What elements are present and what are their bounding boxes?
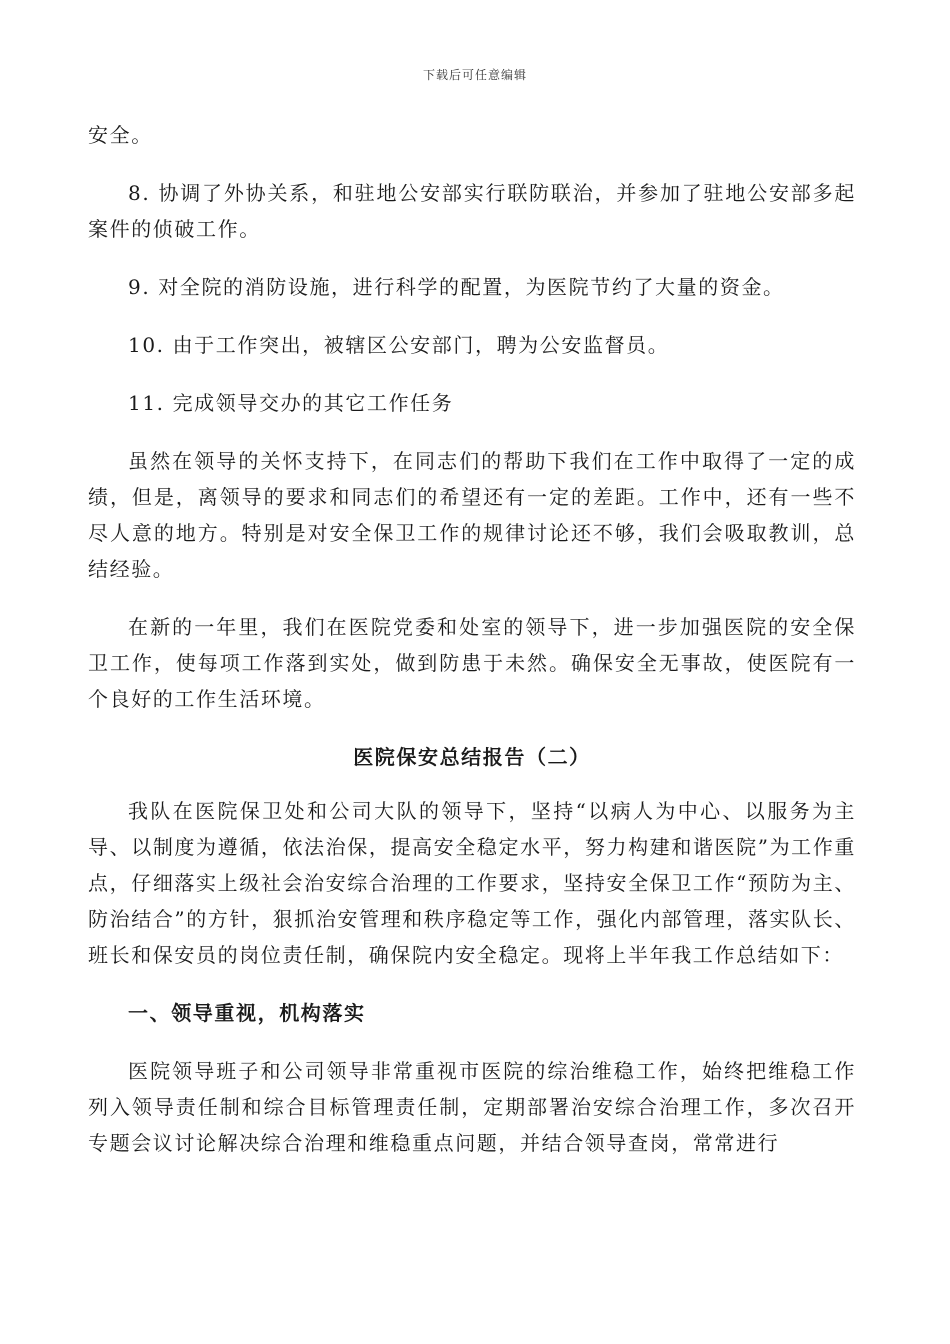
page-header: 下载后可任意编辑 [422,68,527,82]
paragraph-intro-end: 安全。 [88,123,153,147]
paragraph-new-year: 在新的一年里，我们在医院党委和处室的领导下，进一步加强医院的安全保卫工作，使每项工作落到实处，做到防患于未然。确保安全无事故，使医院有一个良好的工作生活环境。 [88,615,856,711]
list-item-8: 8. 协调了外协关系，和驻地公安部实行联防联治，并参加了驻地公安部多起案件的侦破工作。 [88,181,856,241]
document-body [88,117,856,1183]
report-title: 医院保安总结报告（二） [353,745,591,769]
list-item-9: 9. 对全院的消防设施，进行科学的配置，为医院节约了大量的资金。 [128,275,785,299]
paragraph-leaders: 医院领导班子和公司领导非常重视市医院的综治维稳工作，始终把维稳工作列入领导责任制和综合目标管理责任制，定期部署治安综合治理工作，多次召开专题会议讨论解决综合治理和维稳重点问题，并结合领导查岗，常常进行 [88,1059,856,1155]
list-item-11: 11. 完成领导交办的其它工作任务 [128,391,454,415]
list-item-10: 10. 由于工作突出，被辖区公安部门，聘为公安监督员。 [128,333,670,357]
paragraph-summary: 虽然在领导的关怀支持下，在同志们的帮助下我们在工作中取得了一定的成绩，但是，离领导的要求和同志们的希望还有一定的差距。工作中，还有一些不尽人意的地方。特别是对安全保卫工作的规律讨论还不够，我们会吸取教训，总结经验。 [88,449,856,581]
section-heading-1: 一、领导重视，机构落实 [128,1001,366,1025]
paragraph-team: 我队在医院保卫处和公司大队的领导下，坚持“以病人为中心、以服务为主导、以制度为遵循，依法治保，提高安全稳定水平，努力构建和谐医院”为工作重点，仔细落实上级社会治安综合治理的工作要求，坚持安全保卫工作“预防为主、防治结合”的方针，狠抓治安管理和秩序稳定等工作，强化内部管理，落实队长、班长和保安员的岗位责任制，确保院内安全稳定。现将上半年我工作总结如下： [88,799,856,967]
